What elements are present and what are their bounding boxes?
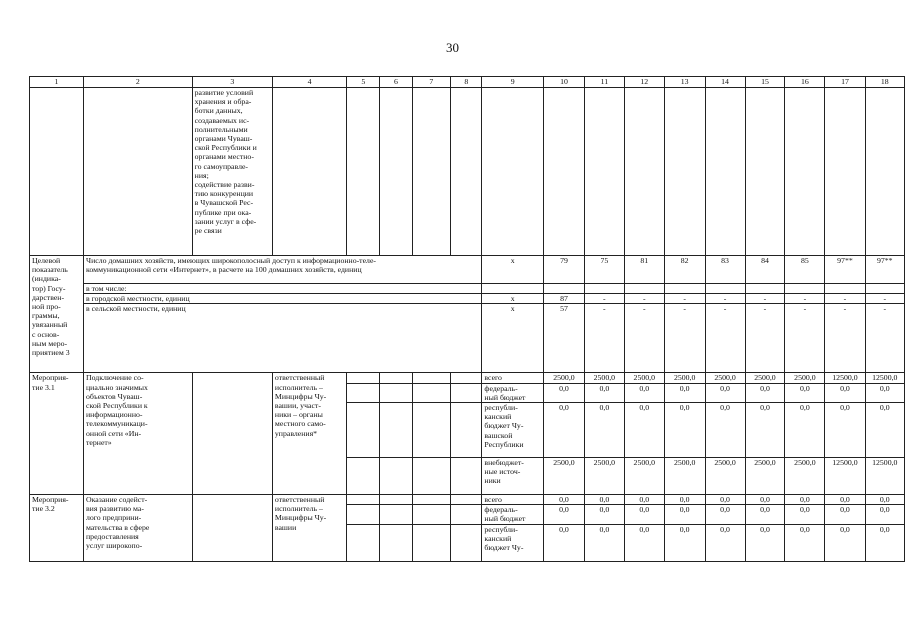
m31-responsible-line: ответственный (274, 373, 325, 383)
m31-funding-source (482, 373, 544, 383)
m31-name (30, 373, 84, 495)
m31-row3-col5 (347, 458, 380, 495)
m31-row1-value-col11: 0,0 (584, 383, 624, 402)
target-subheader-col18 (865, 284, 904, 294)
m32-row1-value-col16: 0,0 (785, 505, 825, 524)
target-rural-value-col15: - (745, 304, 785, 373)
column-number-12: 12 (624, 77, 664, 88)
m32-row0-value-col18: 0,0 (865, 495, 904, 505)
m32-responsible-line: ответственный (274, 495, 325, 505)
m31-name-line: тие 3.1 (32, 382, 55, 392)
target-subheader-col16 (785, 284, 825, 294)
m31-responsible-line: местного само- (274, 419, 326, 429)
m31-row3-value-col12: 2500,0 (624, 458, 664, 495)
target-subheader-col17 (825, 284, 865, 294)
column-number-16: 16 (785, 77, 825, 88)
m32-row1-col7 (412, 505, 451, 524)
m32-row1-value-col18: 0,0 (865, 505, 904, 524)
m31-description-line: объектов Чуваш- (86, 391, 143, 401)
m31-description-line: тернет» (86, 437, 112, 447)
cont-col3-line: органами Чуваш- (194, 134, 253, 144)
m31-description-line: информационно- (86, 410, 143, 420)
m31-funding-source-line: республи- (484, 403, 518, 413)
m32-row0-value-col15: 0,0 (745, 495, 785, 505)
target-main-value-col12: 81 (624, 256, 664, 284)
m31-row2-value-col14: 0,0 (705, 403, 745, 458)
m31-funding-source-line: вашской (484, 430, 513, 440)
target-main-value-col15: 84 (745, 256, 785, 284)
m31-row2-value-col16: 0,0 (785, 403, 825, 458)
m32-row1-col6 (380, 505, 412, 524)
m32-description-line: лого предприни- (86, 513, 142, 523)
cont-col6 (380, 88, 412, 256)
m32-row2-value-col14: 0,0 (705, 524, 745, 561)
m32-funding-source-line: федераль- (484, 505, 518, 515)
cont-col3-line: ботки данных, (194, 106, 243, 116)
m31-funding-source (482, 458, 544, 495)
m31-row0-value-col16: 2500,0 (785, 373, 825, 383)
m32-row1-value-col11: 0,0 (584, 505, 624, 524)
m31-row0-col7 (412, 373, 451, 383)
target-label-line: с основ- (32, 329, 60, 339)
m31-row0-value-col14: 2500,0 (705, 373, 745, 383)
cont-col3-line: содействие разви- (194, 180, 255, 190)
target-rural-value-col12: - (624, 304, 664, 373)
target-urban-value-col17: - (825, 294, 865, 304)
m32-col3 (192, 495, 272, 562)
m31-funding-source-line: ники (484, 476, 501, 486)
m31-row0-value-col17: 12500,0 (825, 373, 865, 383)
m31-row0-col5 (347, 373, 380, 383)
target-rural-value-col14: - (705, 304, 745, 373)
m32-description-line: предоставления (86, 531, 139, 541)
column-number-17: 17 (825, 77, 865, 88)
m32-funding-source-line: канский (484, 533, 512, 543)
m32-funding-source (482, 495, 544, 505)
target-label-line: (индика- (32, 274, 61, 284)
m31-row0-col8 (451, 373, 482, 383)
table-body (30, 77, 905, 562)
cont-col18 (865, 88, 904, 256)
column-number-9: 9 (482, 77, 544, 88)
m31-row3-value-col18: 12500,0 (865, 458, 904, 495)
m31-funding-source-line: бюджет Чу- (484, 421, 524, 431)
target-urban-value-col16: - (785, 294, 825, 304)
column-number-10: 10 (544, 77, 585, 88)
target-subheader: в том числе: (84, 284, 482, 294)
m31-row0-col6 (380, 373, 412, 383)
target-indicator-text (84, 256, 482, 284)
m31-row1-value-col13: 0,0 (664, 383, 705, 402)
target-rural-value-col13: - (664, 304, 705, 373)
m31-row3-col8 (451, 458, 482, 495)
m32-row0-value-col14: 0,0 (705, 495, 745, 505)
target-col9: x (482, 256, 544, 284)
m32-funding-source-line: бюджет Чу- (484, 543, 524, 553)
target-subheader-col14 (705, 284, 745, 294)
target-subheader-col12 (624, 284, 664, 294)
target-label-line: приятием 3 (32, 348, 70, 358)
m31-row1-value-col17: 0,0 (825, 383, 865, 402)
m32-name-line: тие 3.2 (32, 504, 55, 514)
m31-row0-value-col15: 2500,0 (745, 373, 785, 383)
m32-funding-source-line: всего (484, 495, 502, 505)
m31-responsible-line: вашии, участ- (274, 401, 321, 411)
m32-row2-value-col10: 0,0 (544, 524, 585, 561)
m32-name-line: Мероприя- (32, 495, 69, 505)
m31-funding-source-line: Республики (484, 439, 524, 449)
m32-row0-value-col12: 0,0 (624, 495, 664, 505)
m31-row2-value-col17: 0,0 (825, 403, 865, 458)
m31-row3-value-col14: 2500,0 (705, 458, 745, 495)
m31-row0-value-col11: 2500,0 (584, 373, 624, 383)
m31-row3-value-col16: 2500,0 (785, 458, 825, 495)
m31-description (84, 373, 193, 495)
m32-name (30, 495, 84, 562)
cont-col13 (664, 88, 705, 256)
target-label-line: увязанный (32, 320, 68, 330)
m31-responsible-line: ники – органы (274, 410, 323, 420)
m32-funding-source-line: республи- (484, 524, 518, 534)
target-subheader-col13 (664, 284, 705, 294)
column-number-1: 1 (30, 77, 84, 88)
cont-col7 (412, 88, 451, 256)
target-label-line: показатель (32, 265, 68, 275)
target-rural-value-col10: 57 (544, 304, 585, 373)
target-main-value-col17: 97** (825, 256, 865, 284)
target-urban-value-col13: - (664, 294, 705, 304)
m32-row2-value-col17: 0,0 (825, 524, 865, 561)
m31-description-line: онной сети «Ин- (86, 428, 142, 438)
column-number-6: 6 (380, 77, 412, 88)
m32-description-line: услуг широкопо- (86, 541, 143, 551)
m32-row0-value-col17: 0,0 (825, 495, 865, 505)
m31-funding-source-line: ные источ- (484, 467, 521, 477)
target-main-value-col16: 85 (785, 256, 825, 284)
target-rural-value-col18: - (865, 304, 904, 373)
continuation-row (30, 88, 905, 256)
m32-responsible-line: вашии (274, 522, 297, 532)
cont-col10 (544, 88, 585, 256)
cont-col8 (451, 88, 482, 256)
m31-row2-col8 (451, 403, 482, 458)
column-number-15: 15 (745, 77, 785, 88)
m31-name-line: Мероприя- (32, 373, 69, 383)
target-rural-row (30, 304, 905, 373)
m31-row1-col5 (347, 383, 380, 402)
m31-responsible-line: Минцифры Чу- (274, 391, 327, 401)
m31-row0-value-col10: 2500,0 (544, 373, 585, 383)
target-subheader-col11 (584, 284, 624, 294)
m31-row2-col5 (347, 403, 380, 458)
m31-description-line: циально значимых (86, 382, 148, 392)
target-subheader-row (30, 284, 905, 294)
m32-row1-col5 (347, 505, 380, 524)
m32-row1-col8 (451, 505, 482, 524)
column-number-3: 3 (192, 77, 272, 88)
m32-row2-value-col13: 0,0 (664, 524, 705, 561)
target-label (30, 256, 84, 373)
m32-row0-col5 (347, 495, 380, 505)
m32-responsible (272, 495, 346, 562)
target-urban-col9: x (482, 294, 544, 304)
m32-description-line: мательства в сфере (86, 522, 150, 532)
m32-responsible-line: исполнитель – (274, 504, 323, 514)
m32-row0-value-col10: 0,0 (544, 495, 585, 505)
m31-row (30, 373, 905, 383)
m32-row0-col7 (412, 495, 451, 505)
target-rural-value-col17: - (825, 304, 865, 373)
cont-col3-line: зании услуг в сфе- (194, 216, 257, 226)
m31-row3-value-col15: 2500,0 (745, 458, 785, 495)
target-label-line: ной про- (32, 302, 61, 312)
m31-row3-value-col17: 12500,0 (825, 458, 865, 495)
target-urban-row (30, 294, 905, 304)
m31-row3-col7 (412, 458, 451, 495)
m32-row1-value-col17: 0,0 (825, 505, 865, 524)
target-rural-value-col11: - (584, 304, 624, 373)
m31-description-line: ской Республики к (86, 401, 148, 411)
m32-row2-value-col15: 0,0 (745, 524, 785, 561)
m31-row1-value-col16: 0,0 (785, 383, 825, 402)
cont-col16 (785, 88, 825, 256)
target-indicator-line: коммуникационной сети «Интернет», в расчете на 100 домашних хозяйств, единиц (86, 265, 362, 275)
target-subheader-col15 (745, 284, 785, 294)
m32-funding-source (482, 524, 544, 561)
m31-funding-source-line: ный бюджет (484, 392, 526, 402)
m32-row1-value-col12: 0,0 (624, 505, 664, 524)
target-label-line: Целевой (32, 256, 61, 265)
target-rural-value-col16: - (785, 304, 825, 373)
column-number-2: 2 (84, 77, 193, 88)
target-label-line: дарствен- (32, 292, 65, 302)
target-main-row (30, 256, 905, 284)
m32-row (30, 495, 905, 505)
m31-row0-value-col18: 12500,0 (865, 373, 904, 383)
target-main-value-col13: 82 (664, 256, 705, 284)
column-number-18: 18 (865, 77, 904, 88)
target-rural-col9: x (482, 304, 544, 373)
m31-row2-value-col10: 0,0 (544, 403, 585, 458)
column-number-4: 4 (272, 77, 346, 88)
m31-row3-value-col11: 2500,0 (584, 458, 624, 495)
cont-col1 (30, 88, 84, 256)
cont-col3-line: ре связи (194, 226, 222, 236)
target-rural-text: в сельской местности, единиц (84, 304, 482, 373)
target-label-line: тор) Госу- (32, 283, 66, 293)
target-urban-value-col11: - (584, 294, 624, 304)
target-label-line: граммы, (32, 311, 60, 321)
cont-col9 (482, 88, 544, 256)
m31-responsible-line: управления* (274, 428, 318, 438)
column-number-5: 5 (347, 77, 380, 88)
cont-col4 (272, 88, 346, 256)
cont-col3-line: хранения и обра- (194, 97, 252, 107)
target-main-value-col10: 79 (544, 256, 585, 284)
m32-row2-value-col18: 0,0 (865, 524, 904, 561)
target-main-value-col14: 83 (705, 256, 745, 284)
m32-row0-value-col11: 0,0 (584, 495, 624, 505)
m32-description (84, 495, 193, 562)
cont-col17 (825, 88, 865, 256)
m32-row1-value-col15: 0,0 (745, 505, 785, 524)
column-number-14: 14 (705, 77, 745, 88)
cont-col3-line: полнительными (194, 124, 248, 134)
m31-row1-value-col12: 0,0 (624, 383, 664, 402)
m32-description-line: вия развитию ма- (86, 504, 144, 514)
m31-row3-value-col10: 2500,0 (544, 458, 585, 495)
cont-col3-line: ской Республики и (194, 143, 257, 153)
cont-col15 (745, 88, 785, 256)
m31-funding-source-line: всего (484, 373, 502, 383)
m32-row2-value-col12: 0,0 (624, 524, 664, 561)
m31-row2-value-col12: 0,0 (624, 403, 664, 458)
m32-description-line: Оказание содейст- (86, 495, 148, 505)
cont-col3-line: органами местно- (194, 152, 254, 162)
m31-row2-col7 (412, 403, 451, 458)
m32-row1-value-col13: 0,0 (664, 505, 705, 524)
m32-row0-value-col13: 0,0 (664, 495, 705, 505)
cont-col3-line: развитие условий (194, 88, 254, 97)
cont-col11 (584, 88, 624, 256)
m31-row3-value-col13: 2500,0 (664, 458, 705, 495)
m31-funding-source (482, 383, 544, 402)
m31-description-line: телекоммуникаци- (86, 419, 148, 429)
target-urban-value-col12: - (624, 294, 664, 304)
target-urban-value-col10: 87 (544, 294, 585, 304)
m31-funding-source-line: внебюджет- (484, 458, 524, 468)
m31-row2-value-col15: 0,0 (745, 403, 785, 458)
m32-row1-value-col14: 0,0 (705, 505, 745, 524)
m32-row0-col8 (451, 495, 482, 505)
target-urban-value-col18: - (865, 294, 904, 304)
m32-row2-col6 (380, 524, 412, 561)
m31-row1-value-col10: 0,0 (544, 383, 585, 402)
cont-col12 (624, 88, 664, 256)
m32-row2-value-col11: 0,0 (584, 524, 624, 561)
target-urban-text: в городской местности, единиц (84, 294, 482, 304)
column-number-11: 11 (584, 77, 624, 88)
m32-row0-col6 (380, 495, 412, 505)
cont-col3-line: в Чувашской Рес- (194, 198, 254, 208)
m31-funding-source-line: федераль- (484, 383, 518, 393)
cont-col2 (84, 88, 193, 256)
cont-col3-line: го самоуправле- (194, 161, 249, 171)
cont-col3-line: публике при ока- (194, 207, 252, 217)
target-label-line: ным меро- (32, 338, 68, 348)
m32-row0-value-col16: 0,0 (785, 495, 825, 505)
m31-row1-col7 (412, 383, 451, 402)
m31-description-line: Подключение со- (86, 373, 144, 383)
m31-row3-col6 (380, 458, 412, 495)
m32-row2-col7 (412, 524, 451, 561)
m31-row2-col6 (380, 403, 412, 458)
target-urban-value-col15: - (745, 294, 785, 304)
m31-row1-value-col14: 0,0 (705, 383, 745, 402)
target-indicator-line: Число домашних хозяйств, имеющих широкополосный доступ к информационно-теле- (86, 256, 377, 265)
m31-row2-value-col13: 0,0 (664, 403, 705, 458)
m31-col3 (192, 373, 272, 495)
m32-funding-source-line: ный бюджет (484, 514, 526, 524)
page-number: 30 (446, 40, 459, 55)
m31-row1-col6 (380, 383, 412, 402)
cont-col3-text (192, 88, 272, 256)
m31-responsible-line: исполнитель – (274, 382, 323, 392)
m32-responsible-line: Минцифры Чу- (274, 513, 327, 523)
m31-row1-value-col18: 0,0 (865, 383, 904, 402)
m31-row1-value-col15: 0,0 (745, 383, 785, 402)
m32-row1-value-col10: 0,0 (544, 505, 585, 524)
target-main-value-col18: 97** (865, 256, 904, 284)
m31-row0-value-col12: 2500,0 (624, 373, 664, 383)
column-number-8: 8 (451, 77, 482, 88)
m32-row2-value-col16: 0,0 (785, 524, 825, 561)
m31-funding-source (482, 403, 544, 458)
cont-col5 (347, 88, 380, 256)
target-subheader-col9 (482, 284, 544, 294)
m31-row1-col8 (451, 383, 482, 402)
cont-col3-line: тию конкуренции (194, 189, 254, 199)
m32-row2-col8 (451, 524, 482, 561)
column-number-13: 13 (664, 77, 705, 88)
m31-row2-value-col18: 0,0 (865, 403, 904, 458)
column-number-header (30, 77, 905, 88)
target-subheader-col10 (544, 284, 585, 294)
cont-col14 (705, 88, 745, 256)
m32-row2-col5 (347, 524, 380, 561)
column-number-7: 7 (412, 77, 451, 88)
target-main-value-col11: 75 (584, 256, 624, 284)
cont-col3-line: ния; (194, 170, 209, 180)
m32-funding-source (482, 505, 544, 524)
m31-responsible (272, 373, 346, 495)
target-urban-value-col14: - (705, 294, 745, 304)
cont-col3-line: создаваемых ис- (194, 115, 250, 125)
m31-funding-source-line: канский (484, 412, 512, 422)
m31-row0-value-col13: 2500,0 (664, 373, 705, 383)
budget-table (29, 76, 905, 562)
m31-row2-value-col11: 0,0 (584, 403, 624, 458)
